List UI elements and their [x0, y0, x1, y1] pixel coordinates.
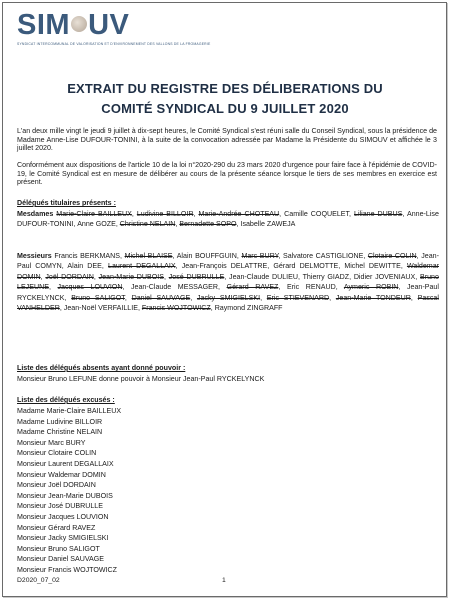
messieurs-label: Messieurs — [17, 252, 52, 260]
delegate-name: Michel DEWITTE — [344, 262, 401, 271]
delegate-name: Marc BURY — [241, 252, 279, 260]
present-heading: Délégués titulaires présents : — [17, 199, 116, 207]
delegate-name: Jean-Paul RYCKELYNCK — [17, 283, 439, 302]
delegate-name: Marie-Claire BAILLEUX — [56, 210, 132, 218]
excused-item: Madame Marie-Claire BAILLEUX — [17, 407, 122, 415]
mesdames-label: Mesdames — [17, 210, 54, 218]
excused-item: Monsieur Joël DORDAIN — [17, 481, 96, 490]
delegate-name: Thierry GIADZ — [302, 272, 350, 281]
delegate-name: Clotaire COLIN — [367, 252, 417, 260]
delegate-name: Jean-Claude MESSAGER — [131, 283, 219, 292]
excused-heading: Liste des délégués excusés : — [17, 396, 115, 404]
intro-paragraph-2: Conformément aux dispositions de l'article 10 de la loi n°2020-290 du 23 mars 2020 d'urgence pour faire face à l'épidémie de COVID-19, le Comité Syndical est en mesure de délibérer au cours de la présente séance lorsque le tiers de ses membres en exercice est présent. — [17, 161, 437, 187]
delegate-name: Waldemar DOMIN — [17, 262, 439, 281]
delegate-name: Jean-Paul COMYN — [17, 252, 439, 271]
logo-globe-icon — [71, 16, 87, 32]
document-title-line1: EXTRAIT DU REGISTRE DES DÉLIBERATIONS DU — [67, 81, 383, 96]
delegate-name: Alain DEE — [67, 262, 102, 271]
delegate-name: Didier JOVENIAUX — [353, 272, 416, 281]
delegate-name: Liliane DUBUS — [354, 210, 403, 218]
delegate-name: José DUBRULLE — [168, 272, 225, 281]
delegate-name: Jacques LOUVION — [57, 283, 123, 292]
delegate-name: Eric STIEVENARD — [266, 293, 330, 302]
delegate-name: Pascal VANHELDER — [17, 293, 439, 313]
simouv-logo — [17, 9, 129, 41]
delegate-name: Francis WOJTOWICZ — [141, 304, 211, 313]
delegate-name: Jean-Marie DUBOIS — [98, 272, 164, 281]
delegate-name: Jean-Noël VERFAILLIE — [63, 304, 138, 313]
logo-text-right: UV — [88, 9, 130, 41]
delegate-name: Jean-François DELATTRE — [181, 262, 268, 271]
delegate-name: Salvatore CASTIGLIONE — [283, 252, 364, 260]
page-number: 1 — [222, 577, 226, 584]
excused-item: Monsieur Bruno SALIGOT — [17, 544, 100, 553]
delegate-name: Joël DORDAIN — [45, 272, 94, 281]
delegate-name: Jean-Marie TONDEUR — [335, 293, 411, 302]
logo-tagline: SYNDICAT INTERCOMMUNAL DE VALORISATION ET D'ENVIRONNEMENT DES VALLONS DE LA FROMAGERIE — [17, 42, 211, 46]
delegate-name: Marie-Andrée CHOTEAU — [198, 210, 280, 218]
excused-item: Monsieur Jean-Marie DUBOIS — [17, 491, 113, 500]
delegate-name: Jacky SMIGIELSKI — [196, 293, 261, 302]
excused-item: Monsieur Francis WOJTOWICZ — [17, 565, 117, 574]
excused-item: Monsieur Jacky SMIGIELSKI — [17, 534, 109, 543]
proxy-heading: Liste des délégués absents ayant donné pouvoir : — [17, 364, 186, 372]
delegate-name: Laurent DEGALLAIX — [108, 262, 176, 271]
delegate-name: Jean-Claude DULIEU — [229, 272, 298, 281]
excused-item: Monsieur Gérard RAVEZ — [17, 523, 96, 532]
delegate-name: Bruno LEJEUNE — [17, 272, 439, 292]
delegate-name: Gérard DELMOTTE — [273, 262, 339, 271]
delegate-name: Eric RENAUD — [286, 283, 336, 292]
delegate-name: Ludivine BILLOIR — [136, 210, 194, 218]
delegate-name: Michel BLAISE — [124, 252, 173, 260]
present-mesdames: Mesdames Marie-Claire BAILLEUX, Ludivine BILLOIR, Marie-Andrée CHOTEAU, Camille COQUELET, Liliane DUBUS, Anne-Lise DUFOUR-TONINI, Anne GOZE, Christine NELAIN, Bernadette SOPO, Isabelle ZAWEJA — [17, 210, 439, 229]
excused-item: Monsieur Marc BURY — [17, 438, 86, 447]
delegate-name: Bernadette SOPO — [179, 220, 237, 229]
delegate-name: Anne-Lise DUFOUR-TONINI — [17, 210, 439, 229]
excused-item: Monsieur Laurent DEGALLAIX — [17, 459, 114, 468]
delegate-name: Daniel SAUVAGE — [131, 293, 191, 302]
excused-item: Madame Christine NELAIN — [17, 428, 103, 437]
present-messieurs: Messieurs Francis BERKMANS, Michel BLAISE, Alain BOUFFGUIN, Marc BURY, Salvatore CASTIGLIONE, Clotaire COLIN, Jean-Paul COMYN, Alain DEE, Laurent DEGALLAIX, Jean-François DELATTRE, Gérard DELMOTTE, Michel DEWITTE, Waldemar DOMIN, Joël DORDAIN, Jean-Marie DUBOIS, José DUBRULLE, Jean-Claude DULIEU, Thierry GIADZ, Didier JOVENIAUX, Bruno LEJEUNE, Jacques LOUVION, Jean-Claude MESSAGER, Gérard RAVEZ, Eric RENAUD, Aymeric ROBIN, Jean-Paul RYCKELYNCK, Bruno SALIGOT, Daniel SAUVAGE, Jacky SMIGIELSKI, Eric STIEVENARD, Jean-Marie TONDEUR, Pascal VANHELDER, Jean-Noël VERFAILLIE, Francis WOJTOWICZ, Raymond ZINGRAFF — [17, 252, 439, 313]
delegate-name: Aymeric ROBIN — [343, 283, 399, 292]
delegate-name: Gérard RAVEZ — [226, 283, 279, 292]
excused-item: Madame Ludivine BILLOIR — [17, 417, 103, 426]
logo-text-left: SIM — [17, 9, 71, 41]
delegate-name: Anne GOZE — [77, 220, 116, 229]
delegate-name: Raymond ZINGRAFF — [214, 304, 283, 313]
excused-list — [17, 406, 121, 576]
excused-item: Monsieur Waldemar DOMIN — [17, 470, 106, 479]
excused-item: Monsieur José DUBRULLE — [17, 502, 103, 511]
delegate-name: Isabelle ZAWEJA — [240, 220, 296, 229]
document-title-line2: COMITÉ SYNDICAL DU 9 JUILLET 2020 — [101, 101, 349, 116]
delegate-name: Francis BERKMANS — [54, 252, 120, 260]
excused-item: Monsieur Daniel SAUVAGE — [17, 555, 104, 564]
intro-paragraph-1: L'an deux mille vingt le jeudi 9 juillet à dix-sept heures, le Comité Syndical s'est réuni salle du Conseil Syndical, sous la présidence de Madame Anne-Lise DUFOUR-TONINI, à la suite de la convocation adressée par Madame la Présidente du SIMOUV et affichée le 3 juillet 2020. — [17, 127, 437, 153]
proxy-text: Monsieur Bruno LEFUNE donne pouvoir à Monsieur Jean-Paul RYCKELYNCK — [17, 375, 265, 383]
delegate-name: Bruno SALIGOT — [71, 293, 125, 302]
excused-item: Monsieur Jacques LOUVION — [17, 512, 109, 521]
delegate-name: Alain BOUFFGUIN — [176, 252, 237, 260]
document-reference: D2020_07_02 — [17, 577, 60, 584]
delegate-name: Camille COQUELET — [284, 210, 350, 218]
delegate-name: Christine NELAIN — [119, 220, 176, 229]
excused-item: Monsieur Clotaire COLIN — [17, 449, 97, 458]
